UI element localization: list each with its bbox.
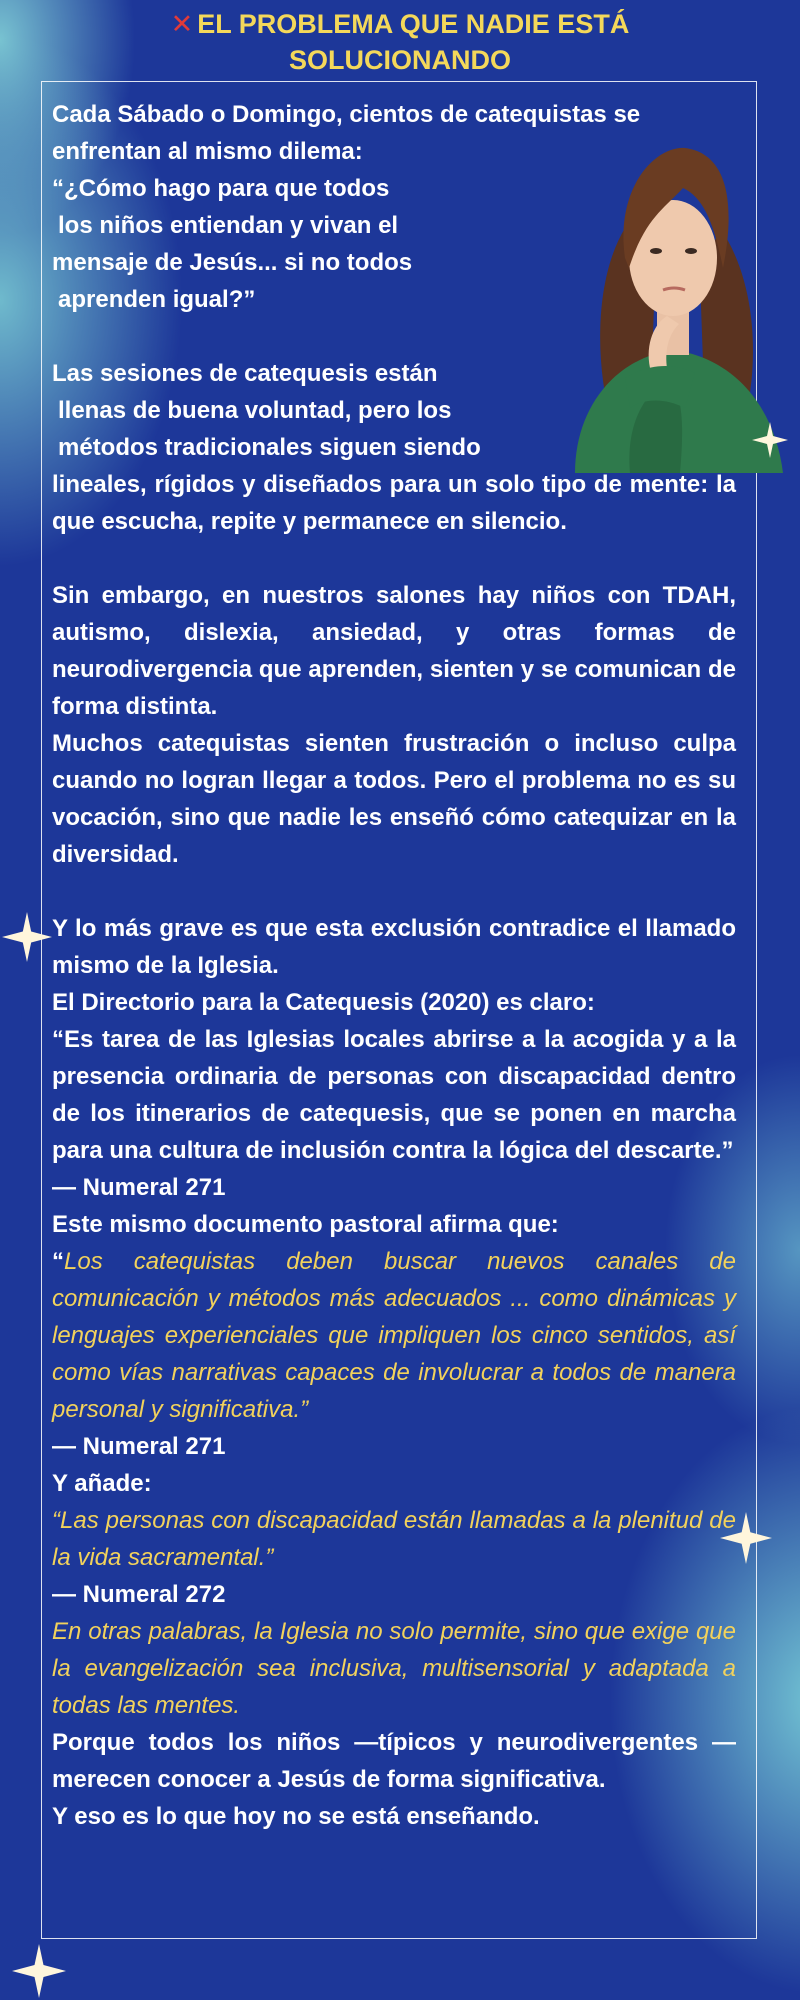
para2-line-2: llenas de buena voluntad, pero los	[58, 397, 452, 424]
sparkle-icon	[2, 912, 52, 962]
quote-1: “Es tarea de las Iglesias locales abrirse a la acogida y a la presencia ordinaria de personas con discapacidad dentro de los itinerarios de catequesis, que se ponen en marcha para una cultura de inclusión contra la lógica del descarte.”	[52, 1026, 736, 1164]
reference-2: — Numeral 271	[52, 1433, 226, 1460]
reference-1: — Numeral 271	[52, 1174, 226, 1201]
question-line-3: mensaje de Jesús... si no todos	[52, 249, 413, 276]
reference-3: — Numeral 272	[52, 1581, 226, 1608]
para3-text: Sin embargo, en nuestros salones hay niños con TDAH, autismo, dislexia, ansiedad, y otras formas de neurodivergencia que aprenden, sienten y se comunican de forma distinta.	[52, 582, 736, 720]
cross-icon: ✕	[170, 9, 194, 39]
closing-line-1: Porque todos los niños —típicos y neurodivergentes — merecen conocer a Jesús de forma significativa.	[52, 1729, 736, 1793]
quote-2: “Los catequistas deben buscar nuevos canales de comunicación y métodos más adecuados ... como dinámicas y lenguajes experienciales que impliquen los cinco sentidos, así como vías narrativas capaces de involucrar a todos de manera personal y significativa.”	[52, 1248, 736, 1423]
page-title: ✕ EL PROBLEMA QUE NADIE ESTÁ SOLUCIONANDO	[170, 9, 630, 75]
question-line-1: “¿Cómo hago para que todos	[52, 175, 390, 202]
question-line-2: los niños entiendan y vivan el	[58, 212, 399, 239]
para2-line-1: Las sesiones de catequesis están	[52, 360, 438, 387]
question-line-4: aprenden igual?”	[58, 286, 256, 313]
sparkle-icon	[12, 1944, 66, 1998]
closing-line-2: Y eso es lo que hoy no se está enseñando.	[52, 1803, 540, 1830]
intro-line: Cada Sábado o Domingo, cientos de catequistas se enfrentan al mismo dilema:	[52, 101, 641, 165]
para2-line-3: métodos tradicionales siguen siendo	[58, 434, 481, 461]
quote-3: “Las personas con discapacidad están llamadas a la plenitud de la vida sacramental.”	[52, 1507, 736, 1571]
para4-line-3: Este mismo documento pastoral afirma que:	[52, 1211, 559, 1238]
para4-line-4: Y añade:	[52, 1470, 152, 1497]
italic-conclusion: En otras palabras, la Iglesia no solo permite, sino que exige que la evangelización sea inclusiva, multisensorial y adaptada a todas las mentes.	[52, 1618, 736, 1719]
para4-line-1: Y lo más grave es que esta exclusión contradice el llamado mismo de la Iglesia.	[52, 915, 736, 979]
para2-rest: lineales, rígidos y diseñados para un solo tipo de mente: la que escucha, repite y permanece en silencio.	[52, 471, 736, 535]
sparkle-icon	[752, 422, 788, 458]
para3-text2: Muchos catequistas sienten frustración o incluso culpa cuando no logran llegar a todos. Pero el problema no es su vocación, sino que nadie les enseñó cómo catequizar en la diversidad.	[52, 730, 736, 868]
main-content	[52, 96, 736, 1835]
para4-line-2: El Directorio para la Catequesis (2020) es claro:	[52, 989, 595, 1016]
